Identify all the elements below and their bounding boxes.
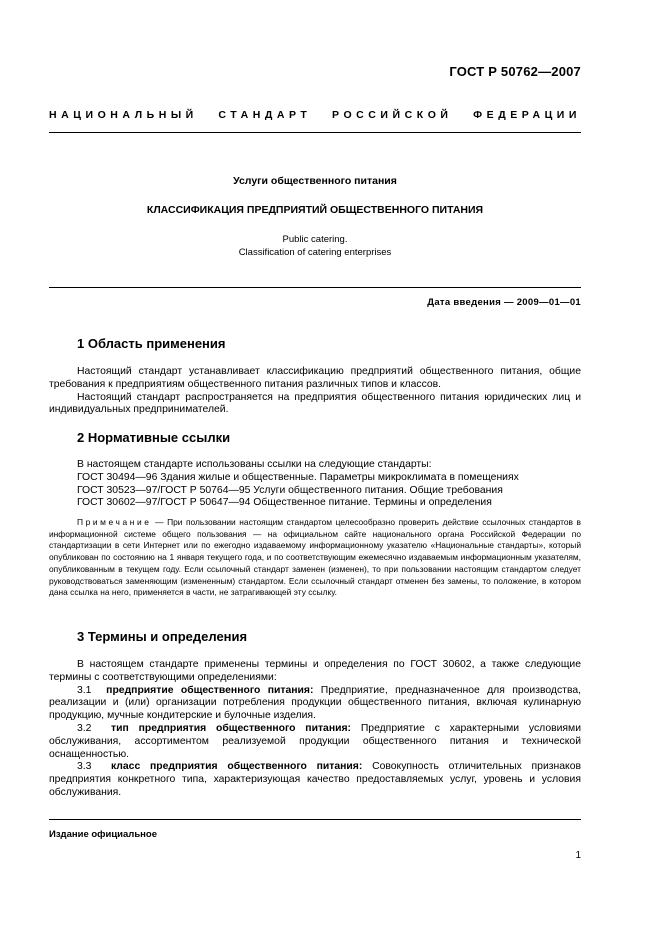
title-divider	[49, 287, 581, 288]
section-2-heading: 2 Нормативные ссылки	[77, 430, 231, 445]
section-1-paragraph-2: Настоящий стандарт распространяется на предприятия общественного питания юридических лиц и индивидуальных предпринимателей.	[49, 391, 581, 416]
reference-item: ГОСТ 30494—96 Здания жилые и общественные. Параметры микроклимата в помещениях	[77, 471, 519, 483]
note-label: Примечание	[77, 517, 152, 527]
section-1-body	[49, 366, 581, 417]
introduction-date: Дата введения — 2009—01—01	[427, 297, 581, 308]
services-title: Услуги общественного питания	[233, 175, 397, 187]
section-3-heading: 3 Термины и определения	[77, 629, 248, 644]
term-name: класс предприятия общественного питания:	[110, 761, 363, 773]
section-3-body	[49, 659, 581, 800]
term-name: тип предприятия общественного питания:	[111, 722, 352, 734]
section-2-body	[49, 459, 581, 510]
section-2-note	[49, 517, 581, 599]
term-definition: Предприятие с характерными условиями обслуживания, ассортиментом реализуемой продукции общественного питания и технической оснащенностью.	[49, 722, 582, 760]
term-definition: Совокупность отличительных признаков предприятия конкретного типа, характеризующая качество предоставляемых услуг, уровень и условия обслуживания.	[49, 761, 581, 798]
document-number: ГОСТ Р 50762—2007	[449, 64, 581, 79]
note-text: — При пользовании настоящим стандартом целесообразно проверить действие ссылочных стандартов в информационной системе общего пользования — на официальном сайте национального органа Российской Федерации по стандартизации в сети Интернет или по ежегодно издаваемому информационному указателю «Национальные стандарты», который опубликован по состоянию на 1 января текущего года, и по соответствующим ежемесячно издаваемым информационным указателям, опубликованным в текущем году. Если ссылочный стандарт заменен (изменен), то при пользовании настоящим стандартом следует руководствоваться заменяющим (измененным) стандартом. Если ссылочный стандарт отменен без замены, то положение, в котором дана ссылка на него, применяется в части, не затрагивающей эту ссылку.	[49, 517, 581, 598]
english-title-line2: Classification of catering enterprises	[238, 247, 392, 258]
term-number: 3.2	[77, 722, 92, 734]
official-edition-label: Издание официальное	[49, 829, 157, 840]
term-3-3	[49, 761, 581, 799]
term-number: 3.3	[77, 761, 92, 773]
footer-divider	[49, 819, 581, 820]
term-3-1	[49, 685, 581, 723]
header-divider	[49, 132, 581, 133]
section-3-intro: В настоящем стандарте применены термины и определения по ГОСТ 30602, а также следующие термины с соответствующими определениями:	[49, 659, 581, 683]
main-title: КЛАССИФИКАЦИЯ ПРЕДПРИЯТИЙ ОБЩЕСТВЕННОГО ПИТАНИЯ	[146, 204, 484, 216]
term-name: предприятие общественного питания:	[106, 684, 314, 696]
term-definition: Предприятие, предназначенное для производства, реализации и (или) организации потребления продукции общественного питания, включая кулинарную продукцию, мучные кондитерские и булочные изделия.	[49, 684, 582, 722]
page-number: 1	[575, 850, 581, 861]
section-2-intro: В настоящем стандарте использованы ссылки на следующие стандарты:	[77, 459, 432, 470]
section-1-paragraph-1: Настоящий стандарт устанавливает классификацию предприятий общественного питания, общие требования к предприятиям общественного питания различных типов и классов.	[49, 366, 581, 390]
section-1-heading: 1 Область применения	[77, 336, 226, 351]
term-3-2	[49, 723, 581, 761]
reference-item: ГОСТ 30523—97/ГОСТ Р 50764—95 Услуги общественного питания. Общие требования	[77, 484, 503, 496]
term-number: 3.1	[77, 684, 92, 696]
english-title-line1: Public catering.	[282, 234, 348, 245]
national-standard-banner: НАЦИОНАЛЬНЫЙ СТАНДАРТ РОССИЙСКОЙ ФЕДЕРАЦИИ	[49, 109, 581, 121]
reference-item: ГОСТ 30602—97/ГОСТ Р 50647—94 Общественное питание. Термины и определения	[77, 497, 492, 509]
